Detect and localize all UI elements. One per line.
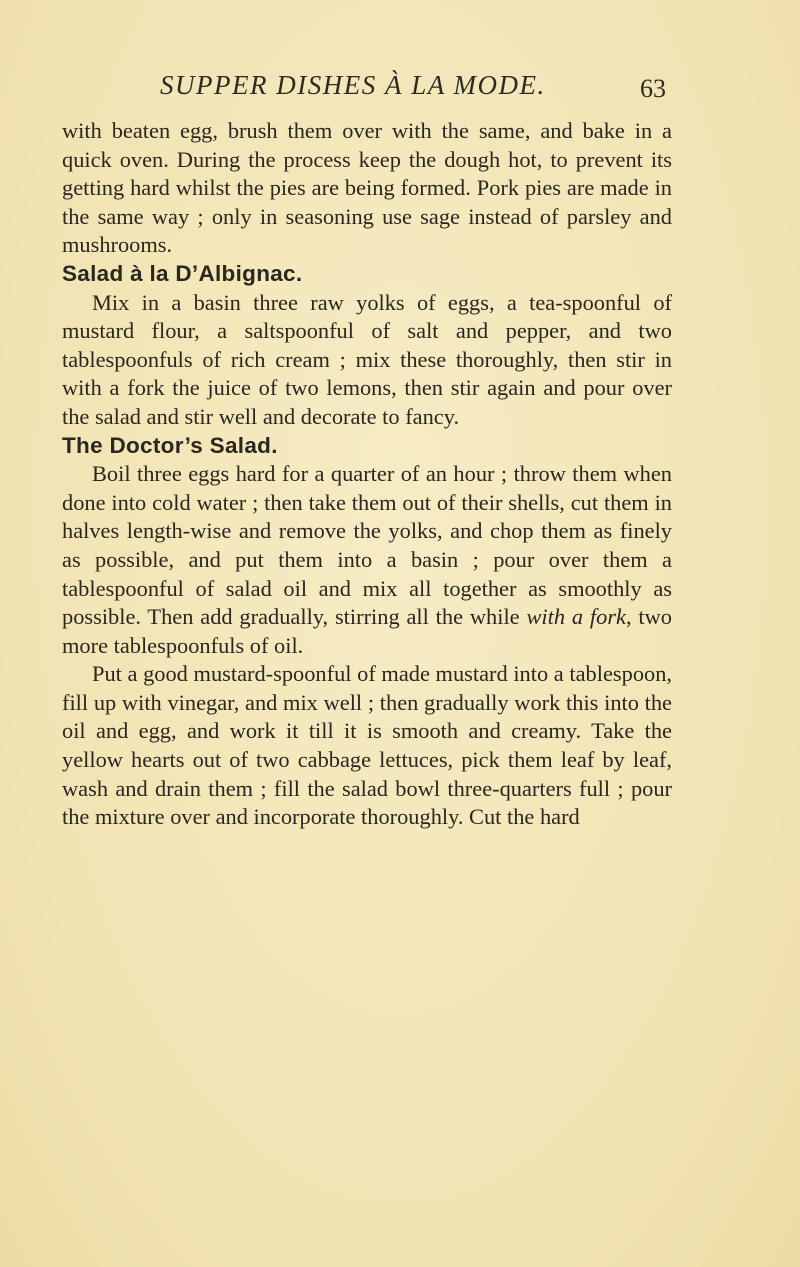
page-number: 63 — [640, 74, 666, 103]
body-text — [62, 117, 672, 832]
doctors-salad-heading: The Doctor’s Salad. — [62, 432, 278, 458]
salad-albignac-paragraph: Mix in a basin three raw yolks of eggs, a tea-spoonful of mustard flour, a saltspoonful of salt and pepper, and two tablespoonfuls of rich cream ; mix these thoroughly, then stir in with a fork the juice of two lemons, then stir again and pour over the salad and stir well and decorate to fancy. — [62, 289, 672, 429]
running-head: SUPPER DISHES À LA MODE. — [160, 70, 546, 100]
doctors-salad-paragraph-2: Put a good mustard-spoonful of made mustard into a tablespoon, fill up with vinegar, and mix well ; then gradually work this into the oil and egg, and work it till it is smooth and creamy. Take the yellow hearts out of two cabbage lettuces, pick them leaf by leaf, wash and drain them ; fill the salad bowl three-quarters full ; pour the mixture over and incorporate thoroughly. Cut the hard — [62, 661, 672, 830]
continuation-paragraph: with beaten egg, brush them over with the same, and bake in a quick oven. During the process keep the dough hot, to prevent its getting hard whilst the pies are being formed. Pork pies are made in the same way ; only in seasoning use sage instead of parsley and mushrooms. — [62, 118, 672, 258]
doctors-salad-paragraph-1 — [62, 460, 672, 660]
doctors-salad-text-before: Boil three eggs hard for a quarter of an hour ; throw them when done into cold water ; then take them out of their shells, cut them in halves length-wise and remove the yolks, and chop them as finely as possible, and put them into a basin ; pour over them a tablespoonful of salad oil and mix all together as smoothly as possible. Then add gradually, stirring all the while — [62, 461, 672, 630]
salad-albignac-heading: Salad à la D’Albignac. — [62, 260, 303, 286]
doctors-salad-text-after: , two more tablespoonfuls of oil. — [62, 604, 673, 658]
doctors-salad-italic: with a fork — [526, 604, 626, 630]
